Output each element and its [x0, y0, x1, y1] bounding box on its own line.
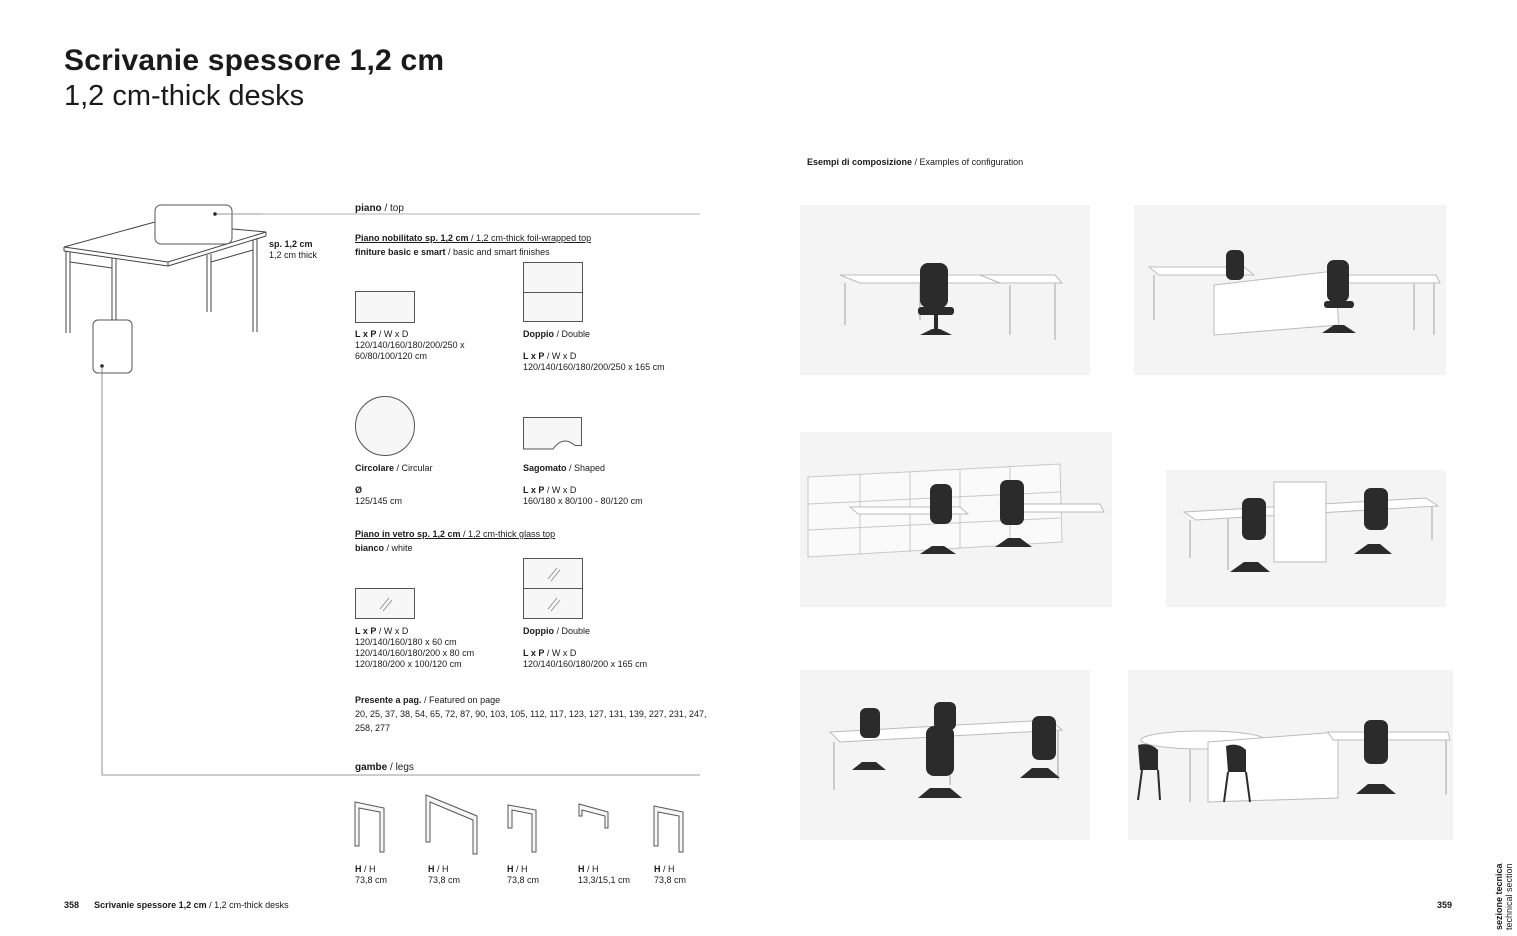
section-label-top: piano / top [355, 203, 404, 214]
example-photo-3 [800, 432, 1112, 607]
leg-4-height: H / H 13,3/15,1 cm [578, 864, 631, 885]
example-photo-4 [1166, 470, 1446, 607]
example-photo-2 [1134, 205, 1446, 375]
leg-2-height: H / H 73,8 cm [428, 864, 461, 885]
shaped-top-dimensions: Sagomato / Shaped L x P / W x D 160/180 x 80/100 - 80/120 cm [523, 463, 643, 506]
example-photo-1 [800, 205, 1090, 375]
footer-left: 358 Scrivanie spessore 1,2 cm / 1,2 cm-thick desks [64, 900, 289, 910]
circular-top-dimensions: Circolare / Circular Ø 125/145 cm [355, 463, 433, 506]
rectangular-top-dimensions: L x P / W x D 120/140/160/180/200/250 x 60/80/100/120 cm [355, 329, 465, 361]
examples-heading: Esempi di composizione / Examples of configuration [807, 157, 1024, 167]
featured-pages: Presente a pag. / Featured on page 20, 25, 37, 38, 54, 65, 72, 87, 90, 103, 105, 112, 117, 123, 127, 131, 139, 227, 231, 247, 258, 277 [355, 695, 707, 733]
side-section-label: sezione tecnica technical section [1494, 863, 1514, 930]
page-number-left: 358 [64, 900, 80, 910]
leg-3-height: H / H 73,8 cm [507, 864, 540, 885]
glass-rectangular-top-dimensions: L x P / W x D 120/140/160/180 x 60 cm 120/140/160/180/200 x 80 cm 120/180/200 x 100/120 cm [355, 626, 475, 669]
glass-rectangular-top-icon [355, 588, 415, 619]
section-label-legs: gambe / legs [355, 762, 414, 773]
glass-top-heading: Piano in vetro sp. 1,2 cm / 1,2 cm-thick glass top bianco / white [355, 529, 556, 553]
legs-illustrations [350, 792, 710, 862]
shaped-top-icon [523, 417, 583, 451]
glass-double-top-icon [523, 558, 583, 619]
example-photo-5 [800, 670, 1090, 840]
foil-top-heading: Piano nobilitato sp. 1,2 cm / 1,2 cm-thick foil-wrapped top finiture basic e smart / basic and smart finishes [355, 233, 592, 257]
page-subtitle: 1,2 cm-thick desks [64, 80, 305, 112]
page-number-right: 359 [1437, 900, 1453, 910]
leg-1-height: H / H 73,8 cm [355, 864, 388, 885]
rectangular-top-icon [355, 291, 415, 323]
double-top-dimensions: Doppio / Double L x P / W x D 120/140/160/180/200/250 x 165 cm [523, 329, 665, 372]
double-top-icon [523, 262, 583, 322]
glass-double-top-dimensions: Doppio / Double L x P / W x D 120/140/160/180/200 x 165 cm [523, 626, 648, 669]
thickness-callout: sp. 1,2 cm 1,2 cm thick [269, 239, 318, 260]
circular-top-icon [355, 396, 415, 456]
example-photo-6 [1128, 670, 1453, 840]
leg-5-height: H / H 73,8 cm [654, 864, 687, 885]
page-title: Scrivanie spessore 1,2 cm [64, 44, 445, 77]
